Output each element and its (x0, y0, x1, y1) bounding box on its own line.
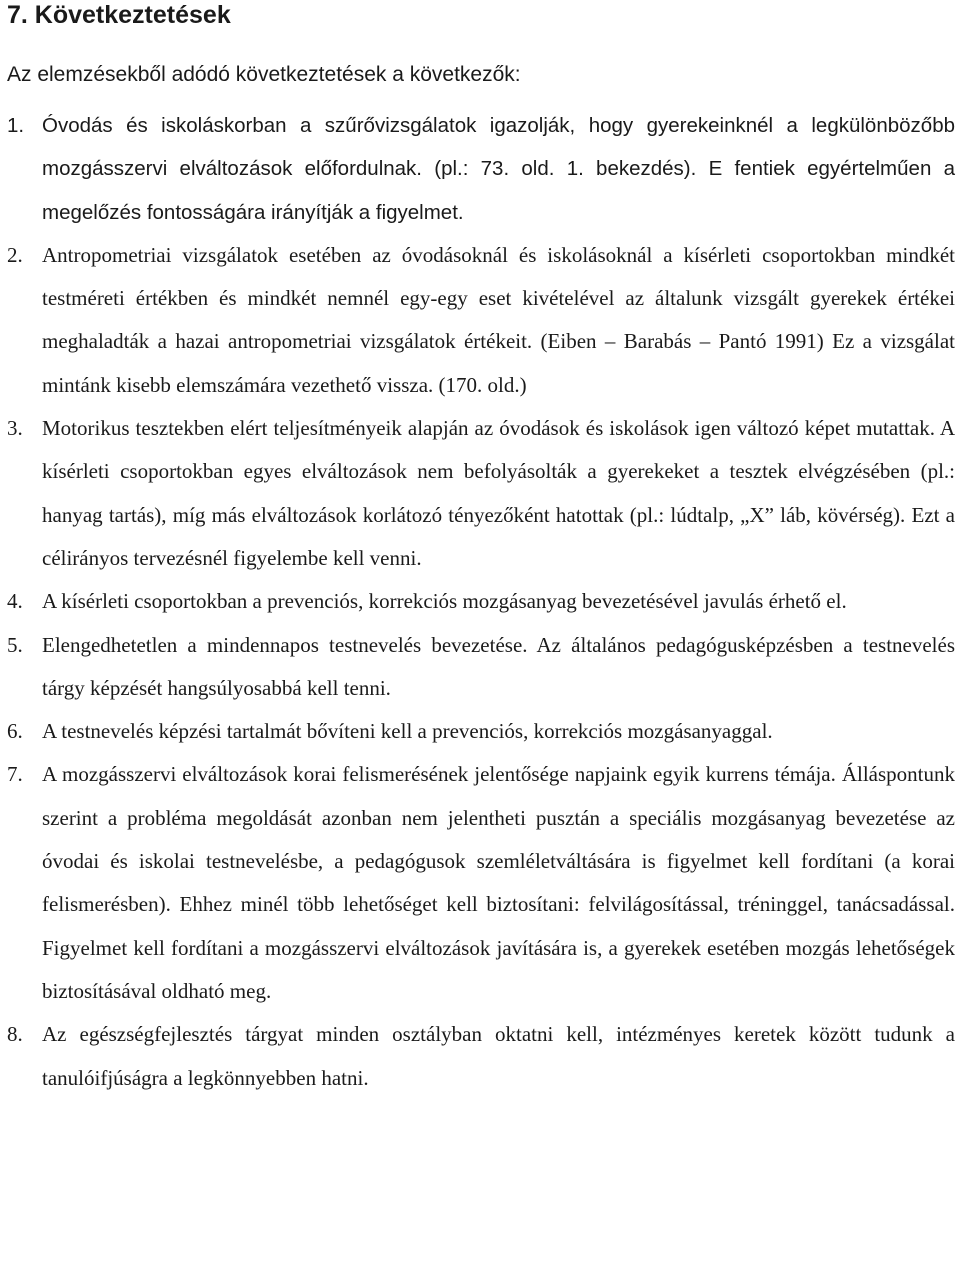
list-item (7, 753, 955, 1013)
document-page (7, 0, 955, 1100)
item-text: A mozgásszervi elváltozások korai felismerésének jelentősége napjaink egyik kurrens témája. Álláspontunk szerint a probléma megoldását azonban nem jelentheti pusztán a speciális mozgásanyag bevezetése az óvodai és iskolai testnevelésbe, a pedagógusok szemléletváltására is figyelmet kell fordítani (a korai felismerésben). Ehhez minél több lehetőséget kell biztosítani: felvilágosítással, tréninggel, tanácsadással. Figyelmet kell fordítani a mozgásszervi elváltozások javítására is, a gyerekek esetében mozgás lehetőségek biztosításával oldható meg. (42, 762, 955, 1003)
intro-paragraph: Az elemzésekből adódó következtetések a következők: (7, 63, 521, 86)
item-text: A testnevelés képzési tartalmát bővíteni kell a prevenciós, korrekciós mozgásanyaggal. (42, 719, 773, 744)
list-item (7, 1013, 955, 1100)
list-item (7, 710, 955, 753)
item-number: 4. (7, 589, 23, 614)
item-number: 3. (7, 416, 23, 441)
item-number: 2. (7, 242, 23, 267)
section-heading: 7. Következtetések (7, 1, 231, 29)
item-text: Elengedhetetlen a mindennapos testnevelés bevezetése. Az általános pedagógusképzésben a testnevelés tárgy képzését hangsúlyosabbá kell tenni. (42, 632, 955, 700)
list-item (7, 104, 955, 234)
item-text: Az egészségfejlesztés tárgyat minden osztályban oktatni kell, intézményes keretek között tudunk a tanulóifjúságra a legkönnyebben hatni. (42, 1022, 955, 1090)
item-text: A kísérleti csoportokban a prevenciós, korrekciós mozgásanyag bevezetésével javulás érhető el. (42, 589, 847, 614)
item-number: 6. (7, 719, 23, 744)
item-number: 5. (7, 632, 23, 657)
item-text: Antropometriai vizsgálatok esetében az óvodásoknál és iskolásoknál a kísérleti csoportokban mindkét testméreti értékben és mindkét nemnél egy-egy eset kivételével az általunk vizsgált gyerekek értékei meghaladták a hazai antropometriai vizsgálatok értékeit. (Eiben – Barabás – Pantó 1991) Ez a vizsgálat mintánk kisebb elemszámára vezethető vissza. (170. old.) (42, 242, 955, 397)
item-number: 8. (7, 1022, 23, 1047)
item-number: 7. (7, 762, 23, 787)
list-item (7, 580, 955, 623)
item-number: 1. (7, 114, 25, 137)
list-item (7, 624, 955, 711)
item-text: Motorikus tesztekben elért teljesítményeik alapján az óvodások és iskolások igen változó képet mutattak. A kísérleti csoportokban egyes elváltozások nem befolyásolták a gyerekeket a tesztek elvégzésében (pl.: hanyag tartás), míg más elváltozások korlátozó tényezőként hatottak (pl.: lúdtalp, „X” láb, kövérség). Ezt a célirányos tervezésnél figyelembe kell venni. (42, 416, 955, 570)
list-item (7, 234, 955, 407)
list-item (7, 407, 955, 580)
item-text: Óvodás és iskoláskorban a szűrővizsgálatok igazolják, hogy gyerekeinknél a legkülönbözőbb mozgásszervi elváltozások előfordulnak. (pl.: 73. old. 1. bekezdés). E fentiek egyértelműen a megelőzés fontosságára irányítják a figyelmet. (42, 114, 955, 224)
conclusions-list (7, 104, 955, 1100)
